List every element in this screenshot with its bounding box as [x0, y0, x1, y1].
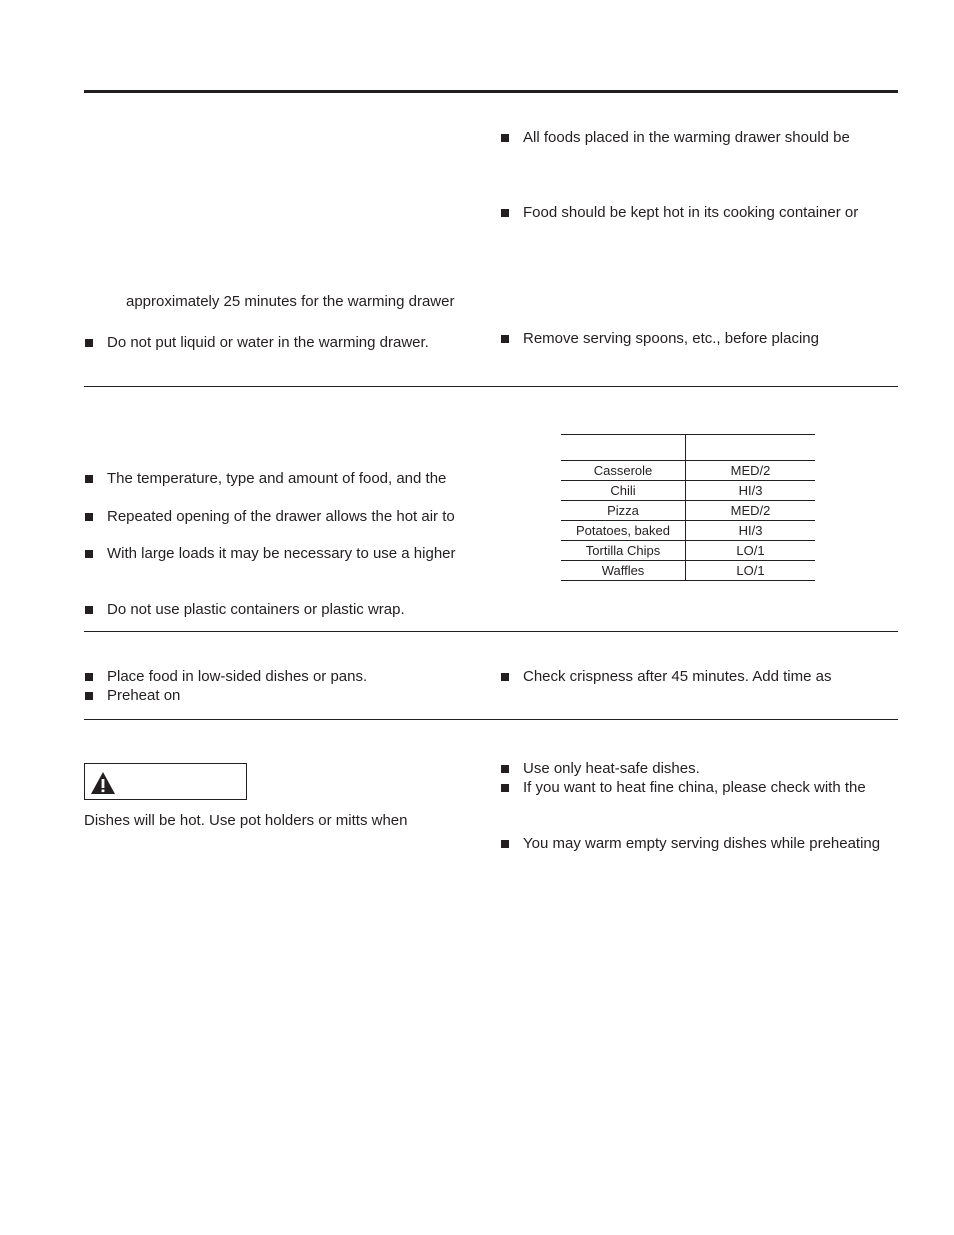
table-header-food — [561, 435, 686, 461]
table-cell-food: Pizza — [561, 501, 686, 521]
bullet-icon — [85, 606, 93, 614]
table-cell-setting: LO/1 — [686, 541, 816, 561]
list-item: Preheat on — [85, 687, 180, 705]
bullet-icon — [85, 692, 93, 700]
top-rule — [84, 90, 898, 93]
bullet-icon — [501, 673, 509, 681]
bullet-icon — [501, 784, 509, 792]
section-divider-3 — [84, 719, 898, 720]
bullet-icon — [501, 134, 509, 142]
list-item: Repeated opening of the drawer allows the hot air to — [85, 508, 455, 526]
table-cell-setting: HI/3 — [686, 521, 816, 541]
table-cell-food: Chili — [561, 481, 686, 501]
list-item: Place food in low-sided dishes or pans. — [85, 668, 367, 686]
table-row — [561, 561, 815, 581]
table-cell-setting: HI/3 — [686, 481, 816, 501]
bullet-icon — [501, 335, 509, 343]
section-divider-1 — [84, 386, 898, 387]
list-item: Do not use plastic containers or plastic wrap. — [85, 601, 405, 619]
list-item: Do not put liquid or water in the warming drawer. — [85, 334, 429, 352]
table-row — [561, 481, 815, 501]
table-cell-setting: MED/2 — [686, 461, 816, 481]
list-item: Remove serving spoons, etc., before placing — [501, 330, 819, 348]
table-cell-food: Potatoes, baked — [561, 521, 686, 541]
table-header-row — [561, 435, 815, 461]
warming-settings-table — [561, 434, 815, 581]
bullet-icon — [85, 475, 93, 483]
list-item: If you want to heat fine china, please check with the — [501, 779, 866, 797]
table-header-setting — [686, 435, 816, 461]
table-row — [561, 521, 815, 541]
bullet-icon — [85, 339, 93, 347]
list-item: Check crispness after 45 minutes. Add time as — [501, 668, 831, 686]
table-row — [561, 501, 815, 521]
bullet-icon — [501, 840, 509, 848]
list-item: Use only heat-safe dishes. — [501, 760, 700, 778]
list-item: With large loads it may be necessary to use a higher — [85, 545, 456, 563]
warning-triangle-icon — [90, 771, 116, 795]
caution-text: Dishes will be hot. Use pot holders or mitts when — [84, 812, 408, 829]
table-cell-food: Tortilla Chips — [561, 541, 686, 561]
table-row — [561, 541, 815, 561]
table-cell-setting: LO/1 — [686, 561, 816, 581]
list-item: You may warm empty serving dishes while preheating — [501, 835, 880, 853]
bullet-icon — [501, 765, 509, 773]
section-divider-2 — [84, 631, 898, 632]
table-cell-food: Waffles — [561, 561, 686, 581]
bullet-icon — [85, 673, 93, 681]
table-cell-food: Casserole — [561, 461, 686, 481]
bullet-icon — [501, 209, 509, 217]
list-item: All foods placed in the warming drawer should be — [501, 129, 850, 147]
list-item: The temperature, type and amount of food, and the — [85, 470, 446, 488]
body-text: approximately 25 minutes for the warming drawer — [126, 293, 455, 310]
table-cell-setting: MED/2 — [686, 501, 816, 521]
bullet-icon — [85, 550, 93, 558]
table-row — [561, 461, 815, 481]
bullet-icon — [85, 513, 93, 521]
list-item: Food should be kept hot in its cooking container or — [501, 204, 858, 222]
caution-box — [84, 763, 247, 800]
